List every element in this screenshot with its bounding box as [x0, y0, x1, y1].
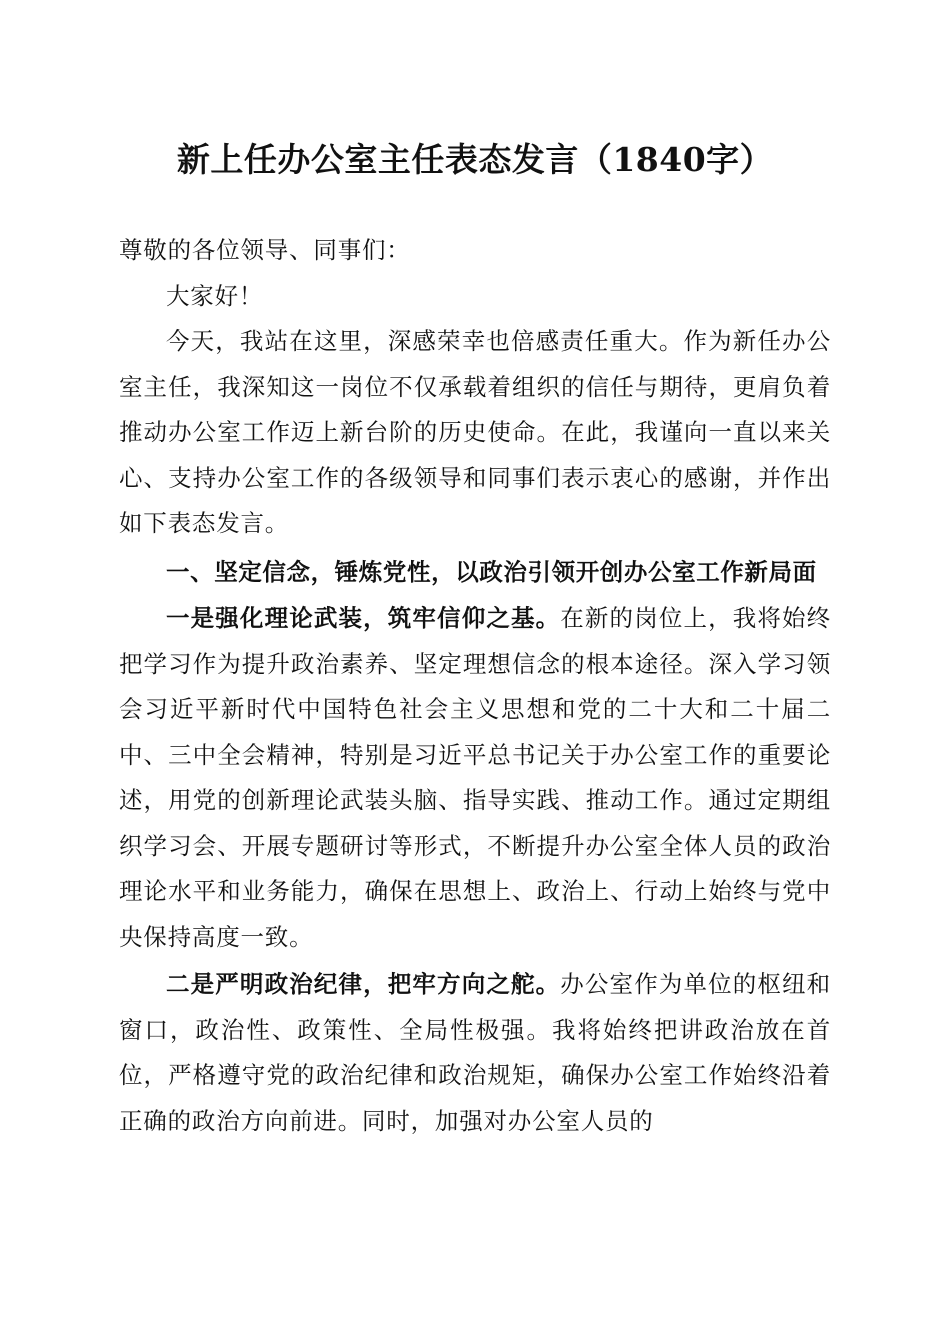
- document-title: 新上任办公室主任表态发言（1840字）: [176, 140, 774, 179]
- point-lead-1: 一是强化理论武装，筑牢信仰之基。: [166, 604, 561, 632]
- point-text-1: 在新的岗位上，我将始终把学习作为提升政治素养、坚定理想信念的根本途径。深入学习领会习近平新时代中国特色社会主义思想和党的二十大和二十届二中、三中全会精神，特别是习近平总书记关于办公室工作的重要论述，用党的创新理论武装头脑、指导实践、推动工作。通过定期组织学习会、开展专题研讨等形式，不断提升办公室全体人员的政治理论水平和业务能力，确保在思想上、政治上、行动上始终与党中央保持高度一致。: [119, 604, 831, 951]
- document-body: [119, 228, 831, 1144]
- intro-paragraph: 今天，我站在这里，深感荣幸也倍感责任重大。作为新任办公室主任，我深知这一岗位不仅承载着组织的信任与期待，更肩负着推动办公室工作迈上新台阶的历史使命。在此，我谨向一直以来关心、支持办公室工作的各级领导和同事们表示衷心的感谢，并作出如下表态发言。: [119, 327, 831, 537]
- greeting: 大家好！: [166, 281, 264, 310]
- salutation: 尊敬的各位领导、同事们：: [119, 236, 411, 264]
- point-paragraph-2: [119, 962, 831, 1144]
- point-paragraph-1: [119, 596, 831, 960]
- section-heading-1: 一、坚定信念，锤炼党性，以政治引领开创办公室工作新局面: [166, 557, 817, 586]
- point-lead-2: 二是严明政治纪律，把牢方向之舵。: [166, 970, 561, 998]
- point-text-2: 办公室作为单位的枢纽和窗口，政治性、政策性、全局性极强。我将始终把讲政治放在首位，严格遵守党的政治纪律和政治规矩，确保办公室工作始终沿着正确的政治方向前进。同时，加强对办公室人员的: [119, 970, 831, 1135]
